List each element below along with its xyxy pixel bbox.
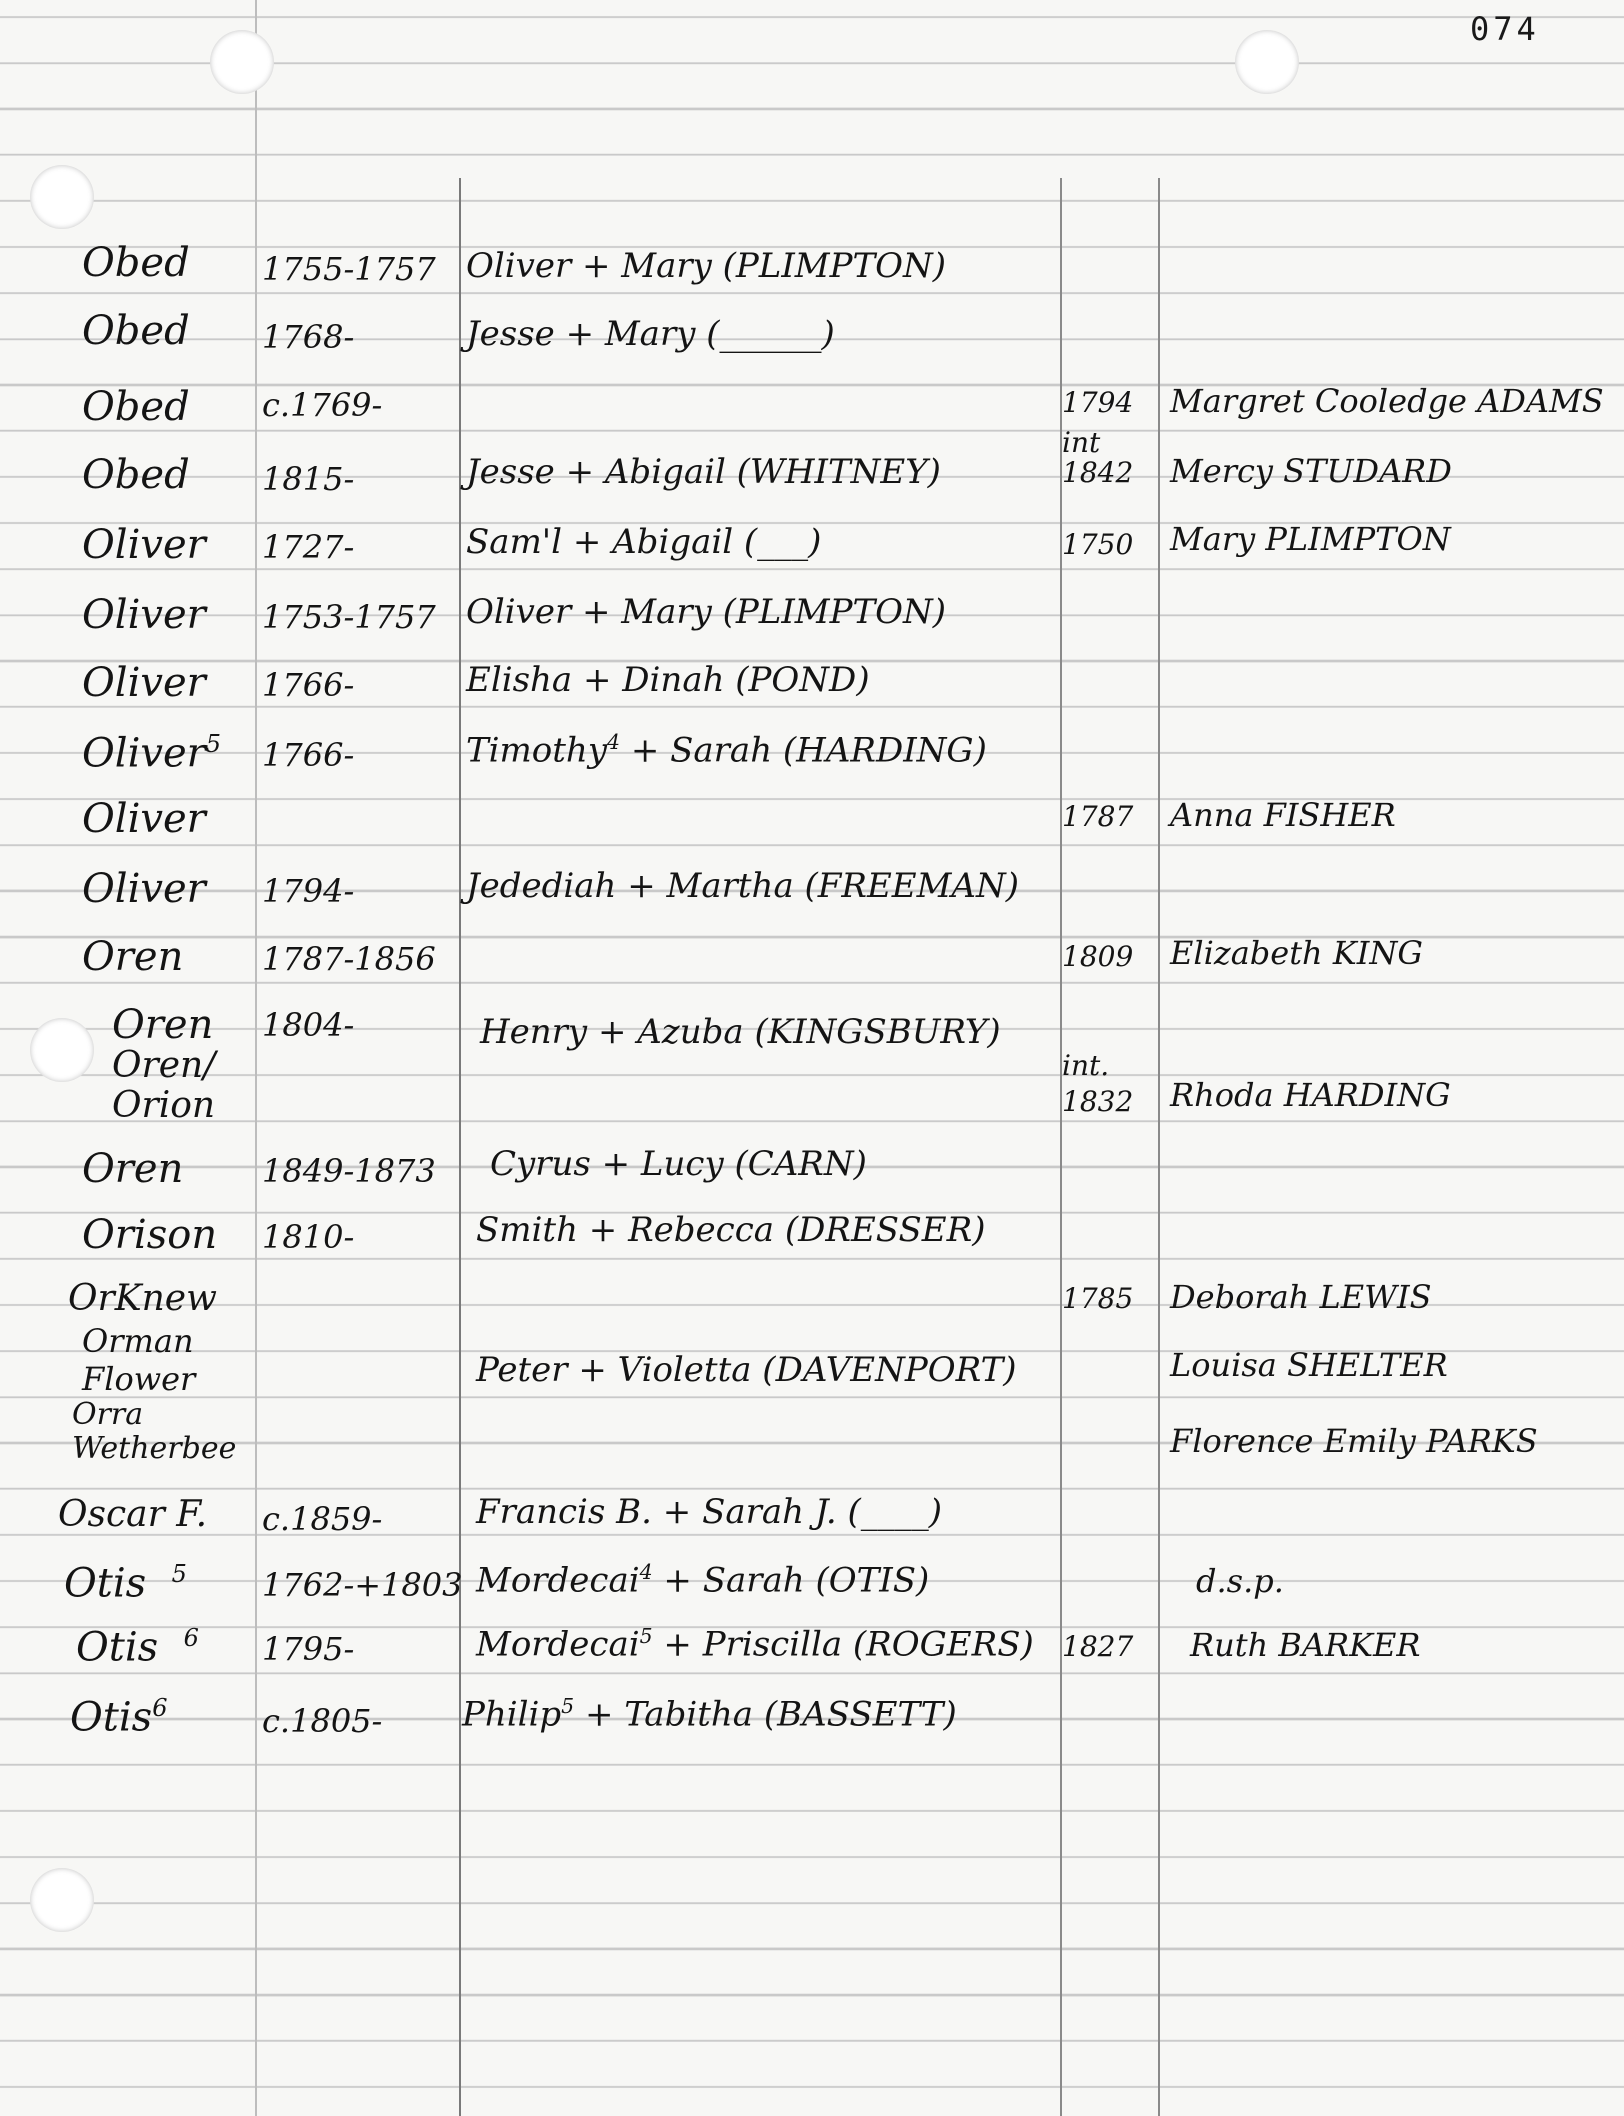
entry-marriage-year: 1827: [1062, 1630, 1134, 1663]
generation-superscript: 5: [205, 730, 222, 758]
entry-parents: Mordecai$^5$ + Priscilla (ROGERS): [476, 1624, 1034, 1665]
entry-name: Oliver: [82, 796, 206, 842]
entry-spouse: Anna FISHER: [1170, 796, 1396, 834]
punch-hole-lower: [30, 1868, 94, 1932]
entry-spouse: Margret Cooledge ADAMS: [1170, 382, 1604, 420]
generation-superscript: 5: [561, 1694, 575, 1718]
margin-line: [255, 0, 257, 2116]
entry-spouse: d.s.p.: [1196, 1562, 1284, 1600]
entry-years: 1804-: [262, 1006, 355, 1044]
entry-years: 1815-: [262, 460, 355, 498]
entry-spouse: Mercy STUDARD: [1170, 452, 1452, 490]
entry-marriage-year: 1750: [1062, 528, 1134, 561]
entry-spouse: Deborah LEWIS: [1170, 1278, 1432, 1316]
entry-years: 1849-1873: [262, 1152, 436, 1190]
entry-parents: Peter + Violetta (DAVENPORT): [476, 1350, 1017, 1390]
entry-name: Oren: [82, 1146, 184, 1192]
entry-name: Orra Wetherbee: [72, 1397, 237, 1466]
entry-marriage-year: 1787: [1062, 800, 1134, 833]
entry-parents: Mordecai$^4$ + Sarah (OTIS): [476, 1560, 930, 1601]
entry-years: 1768-: [262, 318, 355, 356]
entry-years: 1762-+1803: [262, 1566, 463, 1604]
entry-parents: Francis B. + Sarah J. (____): [476, 1492, 943, 1532]
entry-name: Oren: [82, 934, 184, 980]
entry-name: Oliver$^5$: [82, 730, 222, 777]
generation-superscript: 6: [152, 1694, 168, 1722]
entry-name: Obed: [82, 240, 190, 286]
entry-parents: Timothy$^4$ + Sarah (HARDING): [466, 730, 987, 771]
generation-superscript: 5: [639, 1624, 653, 1648]
entry-parents: Cyrus + Lucy (CARN): [490, 1144, 867, 1184]
entry-years: c.1805-: [262, 1702, 383, 1740]
punch-hole-top-right: [1235, 30, 1299, 94]
entry-years: 1795-: [262, 1630, 355, 1668]
entry-spouse: Louisa SHELTER: [1170, 1346, 1448, 1384]
entry-marriage-year: int 1842: [1062, 426, 1134, 489]
generation-superscript: 4: [607, 730, 621, 754]
entry-name: Otis $^5$: [64, 1560, 187, 1607]
entry-years: 1810-: [262, 1218, 355, 1256]
entry-parents: Philip$^5$ + Tabitha (BASSETT): [462, 1694, 957, 1735]
entry-name: Oren: [112, 1002, 214, 1048]
entry-name: Obed: [82, 308, 190, 354]
generation-superscript: 6: [183, 1624, 199, 1652]
entry-parents: Smith + Rebecca (DRESSER): [476, 1210, 986, 1250]
punch-hole-top-left: [210, 30, 274, 94]
entry-years: 1753-1757: [262, 598, 436, 636]
entry-parents: Oliver + Mary (PLIMPTON): [466, 592, 947, 632]
generation-superscript: 4: [639, 1560, 653, 1584]
entry-years: 1766-: [262, 666, 355, 704]
column-divider-spouse: [1158, 178, 1160, 2116]
page-number: 074: [1470, 10, 1540, 48]
entry-marriage-year: 1794: [1062, 386, 1134, 419]
entry-name: OrKnew: [68, 1278, 217, 1319]
punch-hole-middle: [30, 1018, 94, 1082]
entry-years: c.1859-: [262, 1500, 383, 1538]
entry-name: Oscar F.: [58, 1494, 208, 1535]
entry-years: 1755-1757: [262, 250, 436, 288]
entry-years: c.1769-: [262, 386, 383, 424]
entry-spouse: Elizabeth KING: [1170, 934, 1423, 972]
entry-parents: Oliver + Mary (PLIMPTON): [466, 246, 947, 286]
entry-marriage-year: 1809: [1062, 940, 1134, 973]
entry-spouse: Rhoda HARDING: [1170, 1076, 1451, 1114]
entry-marriage-year: int. 1832: [1062, 1049, 1134, 1118]
entry-spouse: Florence Emily PARKS: [1170, 1422, 1538, 1460]
entry-name: Oliver: [82, 660, 206, 706]
entry-name: Oliver: [82, 522, 206, 568]
entry-name: Oliver: [82, 592, 206, 638]
entry-name: Oliver: [82, 866, 206, 912]
column-divider-parents: [459, 178, 461, 2116]
generation-superscript: 5: [171, 1560, 187, 1588]
entry-years: 1787-1856: [262, 940, 436, 978]
entry-parents: Henry + Azuba (KINGSBURY): [480, 1012, 1001, 1052]
entry-marriage-year: 1785: [1062, 1282, 1134, 1315]
entry-name: Oren/ Orion: [112, 1045, 216, 1126]
entry-parents: Sam'l + Abigail (___): [466, 522, 822, 562]
entry-parents: Jedediah + Martha (FREEMAN): [466, 866, 1019, 906]
entry-name: Orman Flower: [82, 1322, 196, 1398]
punch-hole-upper: [30, 165, 94, 229]
entry-spouse: Ruth BARKER: [1190, 1626, 1421, 1664]
entry-name: Obed: [82, 384, 190, 430]
entry-name: Obed: [82, 452, 190, 498]
entry-name: Orison: [82, 1212, 218, 1258]
entry-parents: Jesse + Mary (______): [466, 314, 835, 354]
entry-name: Otis $^6$: [76, 1624, 199, 1671]
entry-parents: Elisha + Dinah (POND): [466, 660, 870, 700]
entry-years: 1794-: [262, 872, 355, 910]
entry-spouse: Mary PLIMPTON: [1170, 520, 1451, 558]
entry-name: Otis$^6$: [70, 1694, 168, 1741]
entry-parents: Jesse + Abigail (WHITNEY): [466, 452, 941, 492]
entry-years: 1766-: [262, 736, 355, 774]
entry-years: 1727-: [262, 528, 355, 566]
